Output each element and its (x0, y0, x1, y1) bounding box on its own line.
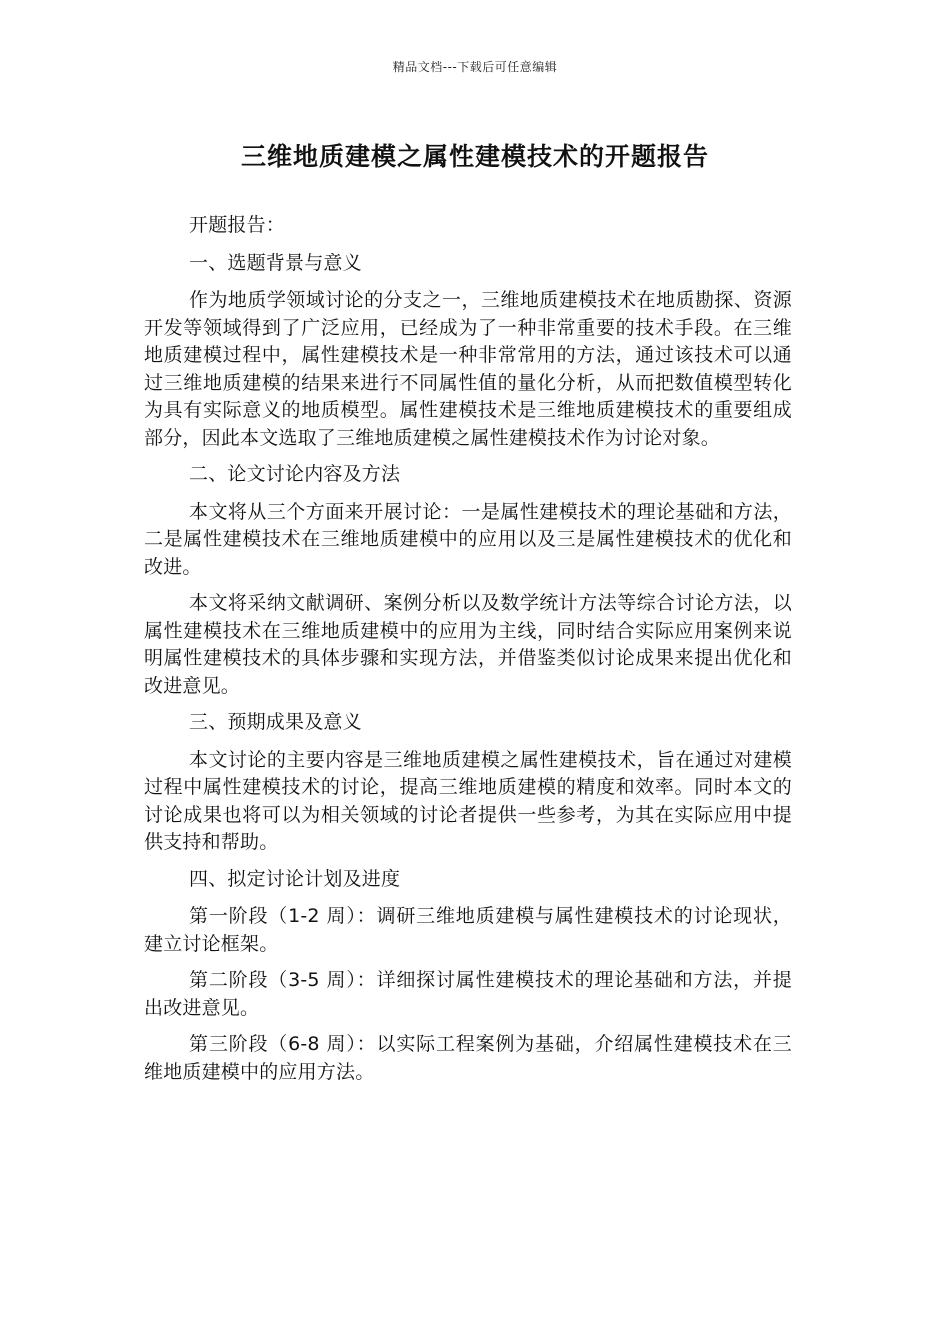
paragraph-background: 作为地质学领域讨论的分支之一，三维地质建模技术在地质勘探、资源开发等领域得到了广泛应用，已经成为了一种非常重要的技术手段。在三维地质建模过程中，属性建模技术是一种非常常用的方法，通过该技术可以通过三维地质建模的结果来进行不同属性值的量化分析，从而把数值模型转化为具有实际意义的地质模型。属性建模技术是三维地质建模技术的重要组成部分，因此本文选取了三维地质建模之属性建模技术作为讨论对象。 (144, 289, 792, 449)
paragraph-expected-results: 本文讨论的主要内容是三维地质建模之属性建模技术，旨在通过对建模过程中属性建模技术的讨论，提高三维地质建模的精度和效率。同时本文的讨论成果也将可以为相关领域的讨论者提供一些参考，为其在实际应用中提供支持和帮助。 (144, 748, 792, 853)
report-label: 开题报告： (189, 214, 286, 236)
page-header-note: 精品文档---下载后可任意编辑 (392, 60, 558, 74)
paragraph-method: 本文将采纳文献调研、案例分析以及数学统计方法等综合讨论方法，以属性建模技术在三维地质建模中的应用为主线，同时结合实际应用案例来说明属性建模技术的具体步骤和实现方法，并借鉴类似讨论成果来提出优化和改进意见。 (144, 592, 792, 697)
section-heading-content-method: 二、论文讨论内容及方法 (189, 463, 401, 485)
section-heading-expected-results: 三、预期成果及意义 (189, 711, 362, 733)
document-title: 三维地质建模之属性建模技术的开题报告 (240, 142, 709, 171)
schedule-stage-2: 第二阶段（3-5 周）：详细探讨属性建模技术的理论基础和方法，并提出改进意见。 (144, 969, 792, 1019)
schedule-stage-3: 第三阶段（6-8 周）：以实际工程案例为基础，介绍属性建模技术在三维地质建模中的应用方法。 (144, 1033, 792, 1083)
section-heading-background: 一、选题背景与意义 (189, 251, 362, 274)
paragraph-content: 本文将从三个方面来开展讨论：一是属性建模技术的理论基础和方法，二是属性建模技术在三维地质建模中的应用以及三是属性建模技术的优化和改进。 (144, 500, 792, 578)
section-heading-schedule: 四、拟定讨论计划及进度 (189, 867, 401, 890)
schedule-stage-1: 第一阶段（1-2 周）：调研三维地质建模与属性建模技术的讨论现状，建立讨论框架。 (144, 905, 792, 955)
document-body (144, 212, 792, 1095)
